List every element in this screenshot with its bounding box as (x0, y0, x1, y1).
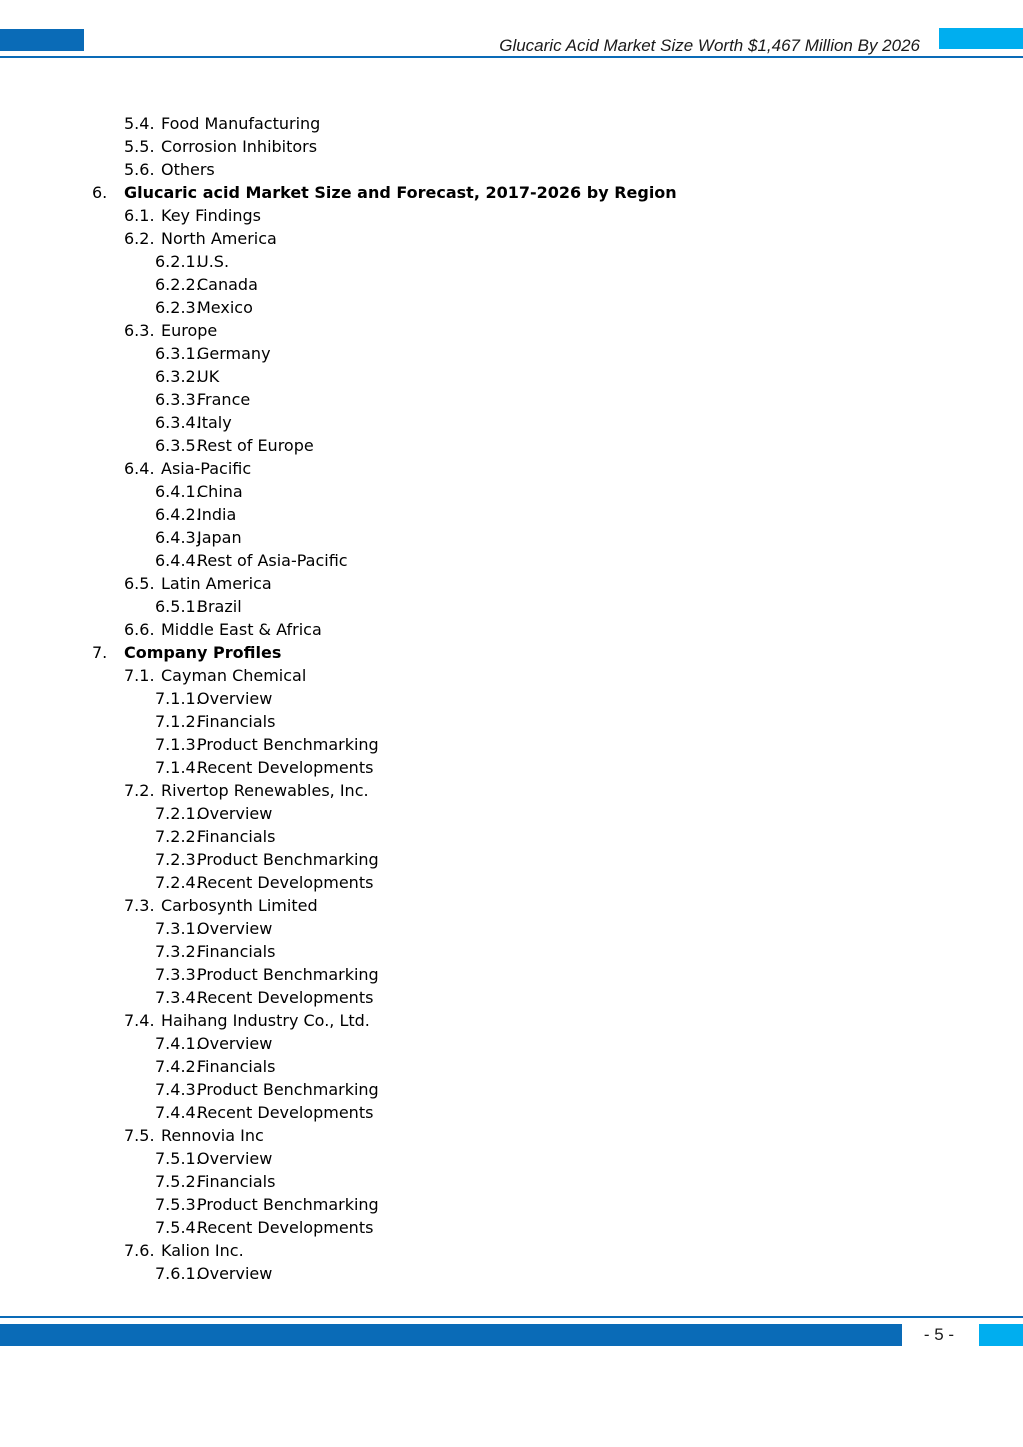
toc-entry-number: 6.3.5. (155, 436, 201, 455)
toc-entry-number: 7.4.4. (155, 1103, 201, 1122)
toc-entry (0, 1032, 1023, 1055)
toc-entry-label: U.S. (197, 252, 230, 271)
toc-entry-number: 6.4.1. (155, 482, 201, 501)
toc-entry (0, 273, 1023, 296)
toc-entry-number: 7.4. (124, 1011, 155, 1030)
toc-entry-label: Recent Developments (197, 1103, 374, 1122)
toc-entry (0, 250, 1023, 273)
toc-entry-label: Product Benchmarking (197, 735, 379, 754)
toc-entry (0, 1239, 1023, 1262)
toc-entry (0, 572, 1023, 595)
toc-entry-number: 7.1.2. (155, 712, 201, 731)
toc-entry (0, 1124, 1023, 1147)
toc-entry (0, 917, 1023, 940)
toc-entry-label: Product Benchmarking (197, 850, 379, 869)
toc-entry-label: Overview (197, 919, 273, 938)
toc-entry (0, 1009, 1023, 1032)
toc-entry-label: Financials (197, 942, 276, 961)
toc-entry-number: 6.3.2. (155, 367, 201, 386)
toc-entry-label: Recent Developments (197, 873, 374, 892)
toc-entry (0, 1193, 1023, 1216)
toc-entry-label: China (197, 482, 243, 501)
page-number: - 5 - (923, 1325, 955, 1344)
toc-entry (0, 135, 1023, 158)
toc-entry-number: 7.2. (124, 781, 155, 800)
toc-entry-number: 7.3. (124, 896, 155, 915)
toc-entry (0, 411, 1023, 434)
toc-entry-number: 7.6. (124, 1241, 155, 1260)
toc-entry-number: 6.3.1. (155, 344, 201, 363)
toc-entry-label: Haihang Industry Co., Ltd. (161, 1011, 370, 1030)
toc-entry (0, 963, 1023, 986)
toc-entry-label: Financials (197, 1057, 276, 1076)
toc-entry-number: 7.1. (124, 666, 155, 685)
toc-entry-label: Brazil (197, 597, 242, 616)
toc-entry-number: 6.3.4. (155, 413, 201, 432)
toc-entry-label: Rennovia Inc (161, 1126, 264, 1145)
toc-entry-number: 7.5.2. (155, 1172, 201, 1191)
toc-entry (0, 480, 1023, 503)
toc-entry (0, 227, 1023, 250)
toc-entry-number: 6.3.3. (155, 390, 201, 409)
toc-entry-label: Recent Developments (197, 758, 374, 777)
toc-entry-label: Product Benchmarking (197, 1195, 379, 1214)
toc-entry-number: 5.6. (124, 160, 155, 179)
toc-entry-number: 7.1.4. (155, 758, 201, 777)
toc-entry-label: Food Manufacturing (161, 114, 321, 133)
toc-entry-number: 7.5.3. (155, 1195, 201, 1214)
toc-entry (0, 779, 1023, 802)
toc-entry-label: Product Benchmarking (197, 1080, 379, 1099)
toc-entry-number: 7.4.3. (155, 1080, 201, 1099)
toc-entry (0, 848, 1023, 871)
toc-entry (0, 526, 1023, 549)
header-title: Glucaric Acid Market Size Worth $1,467 Million By 2026 (499, 36, 920, 55)
toc-entry (0, 1262, 1023, 1285)
toc-entry (0, 1055, 1023, 1078)
toc-entry-label: Europe (161, 321, 218, 340)
toc-entry (0, 342, 1023, 365)
toc-entry-label: Overview (197, 1264, 273, 1283)
toc-entry (0, 503, 1023, 526)
toc-entry-label: Asia-Pacific (161, 459, 252, 478)
toc-entry (0, 618, 1023, 641)
toc-entry-label: Financials (197, 827, 276, 846)
toc-entry (0, 986, 1023, 1009)
toc-entry (0, 388, 1023, 411)
toc-entry (0, 549, 1023, 572)
toc-entry-number: 6.1. (124, 206, 155, 225)
toc-entry-number: 7.3.1. (155, 919, 201, 938)
toc-entry-label: Product Benchmarking (197, 965, 379, 984)
toc-entry (0, 158, 1023, 181)
toc-entry-label: Rivertop Renewables, Inc. (161, 781, 369, 800)
toc-entry (0, 1147, 1023, 1170)
toc-entry-number: 7.2.3. (155, 850, 201, 869)
toc-entry-label: India (197, 505, 237, 524)
header-right-bar (939, 28, 1023, 49)
toc-entry-number: 5.5. (124, 137, 155, 156)
toc-entry (0, 204, 1023, 227)
toc-entry-label: Canada (197, 275, 258, 294)
toc-entry-number: 7.1.1. (155, 689, 201, 708)
toc-entry-number: 6.2.1. (155, 252, 201, 271)
toc-entry-label: Company Profiles (124, 643, 282, 662)
toc-entry-label: Mexico (197, 298, 253, 317)
toc-entry-number: 6.2. (124, 229, 155, 248)
toc-entry-number: 6.4.3. (155, 528, 201, 547)
toc-entry-number: 7.3.2. (155, 942, 201, 961)
toc-entry (0, 595, 1023, 618)
toc-entry (0, 181, 1023, 204)
toc-entry-number: 6.4.4. (155, 551, 201, 570)
footer-rule (0, 1316, 1023, 1318)
toc-entry (0, 434, 1023, 457)
toc-entry-number: 7.2.2. (155, 827, 201, 846)
toc-entry-label: Italy (197, 413, 232, 432)
toc-entry (0, 457, 1023, 480)
toc-entry-label: Kalion Inc. (161, 1241, 244, 1260)
header-left-bar (0, 29, 84, 51)
toc-entry-label: Others (161, 160, 215, 179)
footer-right-bar (979, 1324, 1023, 1346)
toc-entry-label: Overview (197, 1149, 273, 1168)
toc-entry (0, 1101, 1023, 1124)
toc-entry-number: 7.5. (124, 1126, 155, 1145)
toc-entry-number: 6.5. (124, 574, 155, 593)
toc-entry (0, 940, 1023, 963)
toc-entry (0, 825, 1023, 848)
toc-entry (0, 1170, 1023, 1193)
toc-entry-label: Recent Developments (197, 988, 374, 1007)
toc-entry-label: Germany (197, 344, 271, 363)
toc-entry (0, 112, 1023, 135)
toc-entry-number: 7.3.4. (155, 988, 201, 1007)
header-rule (0, 56, 1023, 58)
toc-entry-label: Glucaric acid Market Size and Forecast, 2017-2026 by Region (124, 183, 677, 202)
toc-entry (0, 296, 1023, 319)
toc-entry (0, 1216, 1023, 1239)
toc-entry-label: Corrosion Inhibitors (161, 137, 318, 156)
toc-entry (0, 319, 1023, 342)
toc-entry-number: 6. (92, 183, 108, 202)
toc-entry-label: Middle East & Africa (161, 620, 322, 639)
toc-entry-number: 7.3.3. (155, 965, 201, 984)
toc-entry-label: Key Findings (161, 206, 261, 225)
toc-entry-label: Japan (197, 528, 242, 547)
toc-entry-label: North America (161, 229, 277, 248)
toc-entry-label: Rest of Asia-Pacific (197, 551, 348, 570)
toc-entry-label: Overview (197, 689, 273, 708)
toc-entry-label: Overview (197, 1034, 273, 1053)
toc-entry (0, 710, 1023, 733)
toc-entry (0, 756, 1023, 779)
toc-entry-number: 7.5.1. (155, 1149, 201, 1168)
toc-entry-label: Overview (197, 804, 273, 823)
toc-entry-label: Latin America (161, 574, 272, 593)
toc-entry-label: Carbosynth Limited (161, 896, 318, 915)
toc-entry-number: 6.6. (124, 620, 155, 639)
toc-entry (0, 1078, 1023, 1101)
table-of-contents (0, 112, 1023, 1285)
toc-entry-number: 7.1.3. (155, 735, 201, 754)
toc-entry-number: 6.4. (124, 459, 155, 478)
toc-entry (0, 871, 1023, 894)
toc-entry-label: Cayman Chemical (161, 666, 307, 685)
toc-entry (0, 802, 1023, 825)
toc-entry (0, 687, 1023, 710)
toc-entry-number: 7.4.1. (155, 1034, 201, 1053)
toc-entry-label: Financials (197, 712, 276, 731)
toc-entry-number: 6.4.2. (155, 505, 201, 524)
footer-left-bar (0, 1324, 902, 1346)
toc-entry-number: 6.2.3. (155, 298, 201, 317)
toc-entry (0, 664, 1023, 687)
toc-entry (0, 641, 1023, 664)
toc-entry-label: France (197, 390, 251, 409)
toc-entry-label: UK (197, 367, 220, 386)
toc-entry (0, 365, 1023, 388)
toc-entry-number: 7. (92, 643, 108, 662)
toc-entry-number: 6.2.2. (155, 275, 201, 294)
toc-entry-label: Rest of Europe (197, 436, 314, 455)
toc-entry-label: Financials (197, 1172, 276, 1191)
toc-entry-number: 7.2.4. (155, 873, 201, 892)
toc-entry-number: 5.4. (124, 114, 155, 133)
toc-entry-label: Recent Developments (197, 1218, 374, 1237)
toc-entry (0, 894, 1023, 917)
toc-entry-number: 7.6.1. (155, 1264, 201, 1283)
toc-entry-number: 6.3. (124, 321, 155, 340)
toc-entry-number: 7.5.4. (155, 1218, 201, 1237)
toc-entry-number: 7.4.2. (155, 1057, 201, 1076)
toc-entry-number: 7.2.1. (155, 804, 201, 823)
toc-entry-number: 6.5.1. (155, 597, 201, 616)
toc-entry (0, 733, 1023, 756)
